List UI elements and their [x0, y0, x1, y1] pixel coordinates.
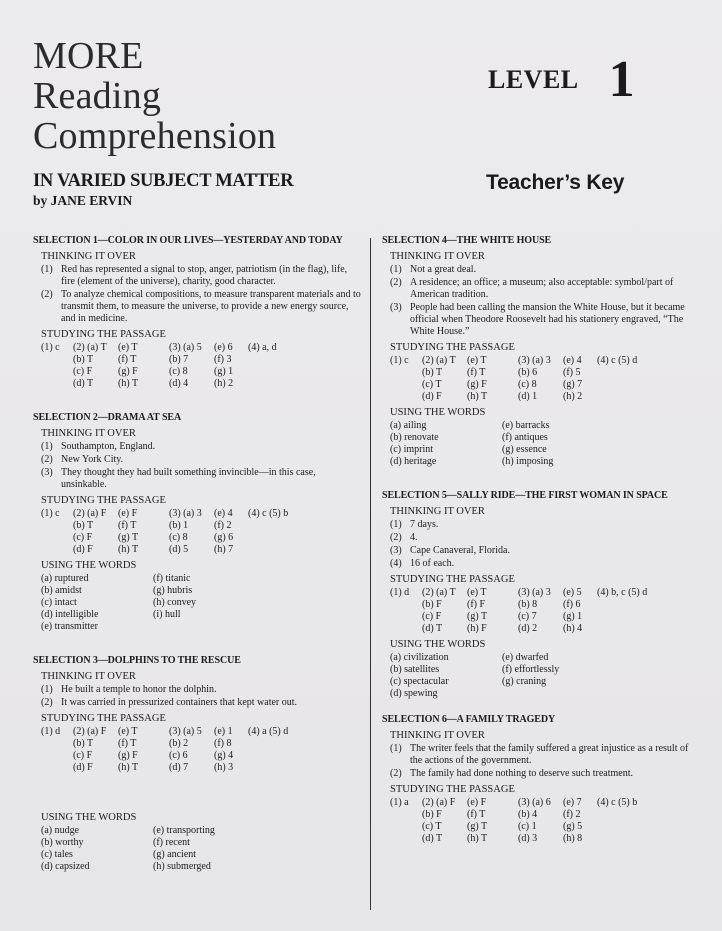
answer-row — [390, 367, 702, 379]
answer-cell: (4) c (5) b — [248, 508, 289, 519]
answer-cell: (h) T — [467, 391, 488, 402]
answer-cell: (e) F — [467, 797, 487, 808]
answer-cell — [41, 378, 73, 390]
answer-cell: (1) d — [390, 587, 410, 598]
answer-cell — [390, 611, 422, 623]
word-answer: (e) transmitter — [41, 621, 98, 632]
selection-title: SELECTION 6—A FAMILY TRAGEDY — [382, 714, 556, 725]
answer-cell: (e) 5 — [563, 587, 582, 598]
answer-cell: (3) (a) 3 — [169, 508, 202, 519]
thinking-heading: THINKING IT OVER — [390, 251, 485, 262]
answer-cell: (d) F — [73, 762, 93, 773]
word-answer: (g) hubris — [153, 585, 193, 596]
answer-cell: (c) 1 — [518, 821, 537, 832]
studying-heading: STUDYING THE PASSAGE — [390, 574, 515, 585]
word-answer: (h) submerged — [153, 861, 211, 872]
answer-cell: (g) 1 — [214, 366, 234, 377]
word-answer: (f) recent — [153, 837, 190, 848]
answer-cell: (g) T — [467, 821, 488, 832]
answer-cell: (g) F — [118, 366, 138, 377]
answer-cell: (b) 4 — [518, 809, 538, 820]
words-grid — [390, 420, 702, 468]
answer-cell: (h) 2 — [214, 378, 234, 389]
studying-heading: STUDYING THE PASSAGE — [41, 329, 166, 340]
answer-row — [41, 726, 363, 738]
answer-row — [390, 611, 702, 623]
answer-cell: (d) 4 — [169, 378, 189, 389]
answer-cell: (e) F — [118, 508, 138, 519]
word-answer: (c) imprint — [390, 444, 434, 455]
answer-cell: (b) F — [422, 599, 442, 610]
list-item: (2) To analyze chemical compositions, to measure transparent materials and to transmit them, to measure the universe, to provide a new energy source, and in medicine. — [41, 289, 361, 324]
answer-cell — [597, 833, 637, 845]
selection-2 — [33, 412, 363, 633]
answer-cell: (1) c — [390, 355, 409, 366]
answer-cell: (b) F — [422, 809, 442, 820]
answer-row — [41, 378, 363, 390]
answer-row — [41, 762, 363, 774]
answer-cell: (f) T — [467, 809, 486, 820]
answer-cell: (d) T — [422, 623, 443, 634]
word-answer: (i) hull — [153, 609, 181, 620]
teachers-key-label: Teacher’s Key — [486, 171, 625, 194]
word-answer: (e) dwarfed — [502, 652, 549, 663]
answer-cell: (g) 1 — [563, 611, 583, 622]
answer-cell — [41, 520, 73, 532]
answer-cell: (e) T — [467, 587, 487, 598]
thinking-list — [41, 264, 363, 325]
answer-row — [390, 599, 702, 611]
word-answer: (c) spectacular — [390, 676, 449, 687]
word-answer: (h) convey — [153, 597, 197, 608]
selection-3 — [33, 655, 363, 873]
word-answer: (a) nudge — [41, 825, 80, 836]
answer-cell: (c) 8 — [518, 379, 537, 390]
answer-cell: (g) F — [118, 750, 138, 761]
thinking-heading: THINKING IT OVER — [41, 251, 136, 262]
studying-grid — [390, 355, 702, 403]
answer-cell: (3) (a) 5 — [169, 726, 202, 737]
answer-cell: (c) F — [73, 750, 93, 761]
answer-cell: (2) (a) F — [73, 508, 107, 519]
answer-cell: (e) T — [118, 726, 138, 737]
answer-cell: (c) 6 — [169, 750, 188, 761]
list-item: (2) The family had done nothing to deserve such treatment. — [390, 768, 633, 779]
answer-cell: (e) 7 — [563, 797, 582, 808]
word-answer: (d) heritage — [390, 456, 437, 467]
answer-cell: (c) 8 — [169, 366, 188, 377]
answer-cell: (f) T — [118, 738, 137, 749]
answer-cell — [597, 599, 637, 611]
answer-cell: (g) 7 — [563, 379, 583, 390]
answer-cell: (d) 1 — [518, 391, 538, 402]
studying-grid — [390, 587, 702, 635]
answer-cell — [248, 378, 288, 390]
answer-cell: (1) c — [41, 342, 60, 353]
selection-1 — [33, 235, 363, 390]
word-answer: (g) craning — [502, 676, 547, 687]
answer-cell: (b) T — [73, 520, 94, 531]
list-item: (1) Southampton, England. — [41, 441, 156, 452]
studying-heading: STUDYING THE PASSAGE — [390, 784, 515, 795]
answer-cell — [390, 809, 422, 821]
answer-cell: (4) c (5) d — [597, 355, 638, 366]
answer-cell — [248, 532, 288, 544]
answer-row — [390, 797, 702, 809]
answer-cell — [248, 738, 288, 750]
selection-title: SELECTION 1—COLOR IN OUR LIVES—YESTERDAY AND TODAY — [33, 235, 343, 246]
thinking-list — [41, 684, 363, 709]
left-column — [33, 235, 363, 873]
title-line-2: Reading — [33, 75, 162, 117]
studying-grid — [41, 342, 363, 390]
answer-cell — [41, 354, 73, 366]
list-item: (1) Red has represented a signal to stop, anger, patriotism (in the flag), life, fire (element of the universe), charity, good character. — [41, 264, 348, 287]
studying-grid — [41, 726, 363, 774]
answer-cell: (2) (a) F — [73, 726, 107, 737]
selection-4 — [382, 235, 702, 468]
thinking-heading: THINKING IT OVER — [390, 506, 485, 517]
answer-row — [41, 520, 363, 532]
answer-cell — [597, 623, 637, 635]
answer-row — [41, 342, 363, 354]
book-title — [33, 36, 276, 156]
words-heading: USING THE WORDS — [390, 639, 486, 650]
answer-cell — [41, 532, 73, 544]
answer-cell: (c) F — [73, 532, 93, 543]
answer-row — [390, 623, 702, 635]
word-answer: (f) antiques — [502, 432, 548, 443]
answer-row — [390, 833, 702, 845]
answer-cell: (e) 4 — [214, 508, 233, 519]
answer-cell — [597, 379, 637, 391]
list-item: (1) The writer feels that the family suffered a great injustice as a result of the actions of the government. — [390, 743, 689, 766]
title-line-3: Comprehension — [33, 115, 277, 157]
answer-cell: (h) 2 — [563, 391, 583, 402]
answer-cell — [248, 520, 288, 532]
list-item: (3) People had been calling the mansion the White House, but it became official when Theodore Roosevelt had his stationery engraved, “The White House.” — [390, 302, 685, 337]
answer-row — [390, 821, 702, 833]
studying-grid — [41, 508, 363, 556]
answer-cell: (4) c (5) b — [597, 797, 638, 808]
answer-row — [390, 391, 702, 403]
answer-row — [41, 750, 363, 762]
answer-cell: (f) F — [467, 599, 486, 610]
answer-cell: (c) 7 — [518, 611, 537, 622]
answer-cell: (3) (a) 5 — [169, 342, 202, 353]
author: by JANE ERVIN — [33, 193, 133, 208]
answer-cell — [248, 762, 288, 774]
answer-row — [41, 354, 363, 366]
list-item: (2) A residence; an office; a museum; also acceptable: symbol/part of American tradition. — [390, 277, 674, 300]
level-word: LEVEL — [488, 65, 579, 94]
answer-cell — [390, 599, 422, 611]
word-answer: (d) capsized — [41, 861, 90, 872]
list-item: (1) Not a great deal. — [390, 264, 477, 275]
answer-cell — [390, 367, 422, 379]
answer-cell — [597, 611, 637, 623]
answer-cell — [248, 750, 288, 762]
answer-cell: (g) T — [118, 532, 139, 543]
word-answer: (c) tales — [41, 849, 73, 860]
word-answer: (d) intelligible — [41, 609, 99, 620]
word-answer: (b) satellites — [390, 664, 440, 675]
answer-cell: (d) 5 — [169, 544, 189, 555]
answer-cell: (2) (a) T — [422, 587, 456, 598]
thinking-heading: THINKING IT OVER — [390, 730, 485, 741]
word-answer: (a) ailing — [390, 420, 427, 431]
answer-cell: (4) a (5) d — [248, 726, 289, 737]
column-divider — [370, 238, 371, 910]
list-item: (1) He built a temple to honor the dolphin. — [41, 684, 217, 695]
list-item: (1) 7 days. — [390, 519, 439, 530]
answer-cell: (b) T — [73, 354, 94, 365]
answer-cell: (e) 4 — [563, 355, 582, 366]
selection-title: SELECTION 4—THE WHITE HOUSE — [382, 235, 552, 246]
answer-cell: (b) 1 — [169, 520, 189, 531]
right-column — [382, 235, 702, 845]
answer-cell: (b) T — [73, 738, 94, 749]
answer-cell: (c) T — [422, 821, 442, 832]
answer-row — [390, 809, 702, 821]
answer-cell — [41, 366, 73, 378]
thinking-list — [390, 519, 702, 570]
studying-heading: STUDYING THE PASSAGE — [390, 342, 515, 353]
words-heading: USING THE WORDS — [41, 812, 137, 823]
thinking-list — [390, 743, 702, 780]
answer-cell: (f) T — [118, 354, 137, 365]
answer-cell: (d) 2 — [518, 623, 538, 634]
thinking-heading: THINKING IT OVER — [41, 671, 136, 682]
level-heading — [488, 51, 635, 108]
answer-cell — [41, 762, 73, 774]
answer-cell: (f) 3 — [214, 354, 232, 365]
answer-cell — [597, 367, 637, 379]
answer-cell: (3) (a) 3 — [518, 587, 551, 598]
answer-cell: (g) F — [467, 379, 487, 390]
thinking-heading: THINKING IT OVER — [41, 428, 136, 439]
answer-cell: (g) 5 — [563, 821, 583, 832]
answer-cell: (e) T — [467, 355, 487, 366]
answer-cell: (1) d — [41, 726, 61, 737]
answer-cell: (b) 6 — [518, 367, 538, 378]
answer-cell: (h) T — [118, 762, 139, 773]
answer-cell: (c) F — [422, 611, 442, 622]
answer-cell: (1) c — [41, 508, 60, 519]
answer-cell: (g) 6 — [214, 532, 234, 543]
spacer — [33, 774, 363, 808]
selection-5 — [382, 490, 702, 700]
words-grid — [41, 825, 363, 873]
answer-cell: (3) (a) 3 — [518, 355, 551, 366]
answer-cell: (e) 1 — [214, 726, 233, 737]
answer-cell: (d) 3 — [518, 833, 538, 844]
answer-cell — [390, 833, 422, 845]
answer-cell: (c) 8 — [169, 532, 188, 543]
word-answer: (c) intact — [41, 597, 77, 608]
word-answer: (d) spewing — [390, 688, 438, 699]
answer-cell: (g) T — [467, 611, 488, 622]
answer-cell: (h) 7 — [214, 544, 234, 555]
answer-cell: (e) 6 — [214, 342, 233, 353]
answer-cell: (h) T — [118, 544, 139, 555]
word-answer — [502, 688, 702, 700]
answer-cell: (h) 8 — [563, 833, 583, 844]
answer-cell: (f) 2 — [563, 809, 581, 820]
answer-cell — [41, 750, 73, 762]
answer-cell — [597, 391, 637, 403]
answer-row — [390, 379, 702, 391]
answer-row — [390, 587, 702, 599]
word-answer: (f) titanic — [153, 573, 191, 584]
answer-cell: (d) 7 — [169, 762, 189, 773]
answer-cell: (c) F — [73, 366, 93, 377]
answer-cell: (h) T — [118, 378, 139, 389]
word-answer: (b) renovate — [390, 432, 439, 443]
answer-cell — [390, 379, 422, 391]
studying-grid — [390, 797, 702, 845]
list-item: (2) It was carried in pressurized containers that kept water out. — [41, 697, 298, 708]
studying-heading: STUDYING THE PASSAGE — [41, 495, 166, 506]
word-answer: (e) barracks — [502, 420, 550, 431]
answer-cell: (f) 5 — [563, 367, 581, 378]
list-item: (2) 4. — [390, 532, 418, 543]
answer-cell: (2) (a) T — [422, 355, 456, 366]
answer-cell: (h) 4 — [563, 623, 583, 634]
answer-row — [41, 532, 363, 544]
level-number: 1 — [608, 51, 635, 108]
word-answer: (a) civilization — [390, 652, 449, 663]
answer-cell: (h) 3 — [214, 762, 234, 773]
answer-cell: (h) F — [467, 623, 487, 634]
list-item: (3) Cape Canaveral, Florida. — [390, 545, 510, 556]
selection-title: SELECTION 5—SALLY RIDE—THE FIRST WOMAN IN SPACE — [382, 490, 668, 501]
answer-cell: (2) (a) F — [422, 797, 456, 808]
list-item: (2) New York City. — [41, 454, 124, 465]
word-answer: (b) amidst — [41, 585, 82, 596]
answer-cell — [41, 544, 73, 556]
word-answer: (g) ancient — [153, 849, 197, 860]
answer-cell: (f) T — [118, 520, 137, 531]
answer-cell: (4) a, d — [248, 342, 277, 353]
studying-heading: STUDYING THE PASSAGE — [41, 713, 166, 724]
answer-cell: (1) a — [390, 797, 409, 808]
answer-cell: (f) T — [467, 367, 486, 378]
word-answer: (e) transporting — [153, 825, 215, 836]
answer-cell — [248, 544, 288, 556]
answer-cell: (3) (a) 6 — [518, 797, 551, 808]
word-answer: (b) worthy — [41, 837, 84, 848]
words-heading: USING THE WORDS — [41, 560, 137, 571]
answer-cell — [248, 366, 288, 378]
answer-cell: (b) 7 — [169, 354, 189, 365]
answer-cell — [597, 809, 637, 821]
answer-cell — [41, 738, 73, 750]
answer-row — [390, 355, 702, 367]
answer-cell: (b) 2 — [169, 738, 189, 749]
answer-cell — [390, 623, 422, 635]
word-answer: (h) imposing — [502, 456, 554, 467]
answer-cell: (d) F — [73, 544, 93, 555]
answer-cell — [597, 821, 637, 833]
answer-row — [41, 508, 363, 520]
thinking-list — [390, 264, 702, 338]
answer-cell: (b) 8 — [518, 599, 538, 610]
answer-cell: (d) T — [422, 833, 443, 844]
words-heading: USING THE WORDS — [390, 407, 486, 418]
words-grid — [41, 573, 363, 633]
answer-cell: (g) 4 — [214, 750, 234, 761]
list-item: (4) 16 of each. — [390, 558, 455, 569]
answer-cell: (f) 2 — [214, 520, 232, 531]
answer-cell — [390, 391, 422, 403]
answer-cell — [248, 354, 288, 366]
answer-cell — [390, 821, 422, 833]
answer-cell: (4) b, c (5) d — [597, 587, 648, 598]
word-answer: (g) essence — [502, 444, 547, 455]
word-answer: (f) effortlessly — [502, 664, 560, 675]
answer-row — [41, 738, 363, 750]
answer-row — [41, 544, 363, 556]
answer-cell: (b) T — [422, 367, 443, 378]
title-line-1: MORE — [33, 35, 144, 77]
answer-cell: (d) T — [73, 378, 94, 389]
answer-cell: (f) 8 — [214, 738, 232, 749]
answer-cell: (d) F — [422, 391, 442, 402]
thinking-list — [41, 441, 363, 491]
word-answer — [153, 621, 363, 633]
answer-row — [41, 366, 363, 378]
answer-cell: (2) (a) T — [73, 342, 107, 353]
selection-title: SELECTION 2—DRAMA AT SEA — [33, 412, 182, 423]
word-answer: (a) ruptured — [41, 573, 89, 584]
answer-cell: (e) T — [118, 342, 138, 353]
list-item: (3) They thought they had built something invincible—in this case, unsinkable. — [41, 467, 316, 490]
selection-6 — [382, 714, 702, 845]
answer-cell: (h) T — [467, 833, 488, 844]
words-grid — [390, 652, 702, 700]
subtitle: IN VARIED SUBJECT MATTER — [33, 171, 294, 191]
answer-cell: (c) T — [422, 379, 442, 390]
selection-title: SELECTION 3—DOLPHINS TO THE RESCUE — [33, 655, 241, 666]
answer-cell: (f) 6 — [563, 599, 581, 610]
